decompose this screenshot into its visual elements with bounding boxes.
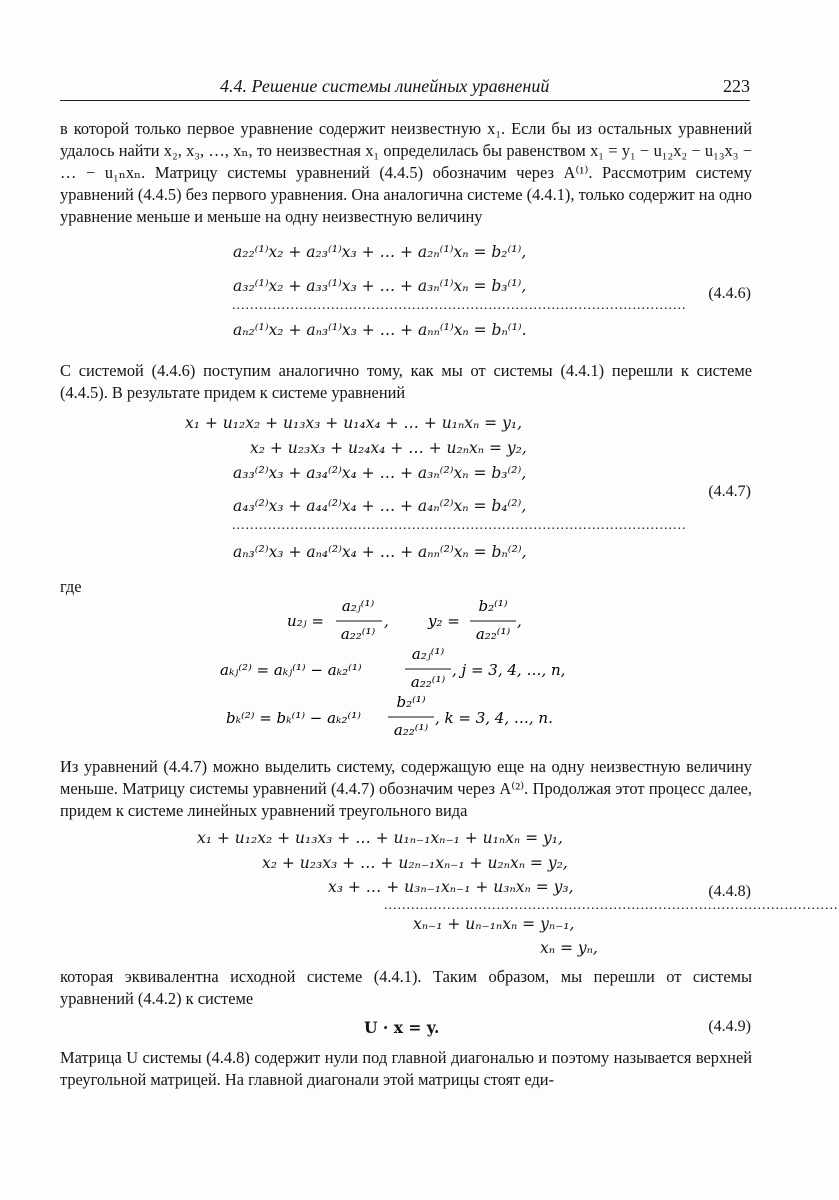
- u2j-end: ,: [384, 612, 389, 630]
- eq448-line-3: x₃ + … + u₃ₙ₋₁xₙ₋₁ + u₃ₙxₙ = y₃,: [328, 878, 574, 896]
- u2j-denominator: a₂₂⁽¹⁾: [340, 625, 376, 643]
- definitions-formulas: [0, 588, 827, 748]
- bk-denominator: a₂₂⁽¹⁾: [393, 721, 429, 739]
- eq448-line-4: xₙ₋₁ + uₙ₋₁ₙxₙ = yₙ₋₁,: [413, 915, 575, 933]
- eq447-line-5: aₙ₃⁽²⁾x₃ + aₙ₄⁽²⁾x₄ + … + aₙₙ⁽²⁾xₙ = bₙ⁽²⁾,: [233, 543, 527, 561]
- eq448-number: (4.4.8): [708, 883, 751, 900]
- eq448-line-1: x₁ + u₁₂x₂ + u₁₃x₃ + … + u₁ₙ₋₁xₙ₋₁ + u₁ₙxₙ = y₁,: [197, 829, 563, 847]
- eq446-line-1: a₂₂⁽¹⁾x₂ + a₂₃⁽¹⁾x₃ + … + a₂ₙ⁽¹⁾xₙ = b₂⁽¹⁾,: [233, 243, 527, 261]
- bk-numerator: b₂⁽¹⁾: [396, 693, 426, 711]
- y2-end: ,: [517, 612, 522, 630]
- eq447-line-4: a₄₃⁽²⁾x₃ + a₄₄⁽²⁾x₄ + … + a₄ₙ⁽²⁾xₙ = b₄⁽²⁾,: [233, 497, 527, 515]
- paragraph-4: которая эквивалентна исходной системе (4.4.1). Таким образом, мы перешли от системы уравнений (4.4.2) к системе: [60, 967, 752, 1008]
- y2-denominator: a₂₂⁽¹⁾: [475, 625, 511, 643]
- eq449-number: (4.4.9): [708, 1018, 751, 1035]
- eq446-line-2: a₃₂⁽¹⁾x₂ + a₃₃⁽¹⁾x₃ + … + a₃ₙ⁽¹⁾xₙ = b₃⁽¹⁾,: [233, 277, 527, 295]
- eq447-line-3: a₃₃⁽²⁾x₃ + a₃₄⁽²⁾x₄ + … + a₃ₙ⁽²⁾xₙ = b₃⁽²⁾,: [233, 464, 527, 482]
- akj-end: , j = 3, 4, …, n,: [452, 661, 566, 679]
- akj-lhs: aₖⱼ⁽²⁾ = aₖⱼ⁽¹⁾ − aₖ₂⁽¹⁾: [220, 661, 362, 679]
- eq446-line-3: aₙ₂⁽¹⁾x₂ + aₙ₃⁽¹⁾x₃ + … + aₙₙ⁽¹⁾xₙ = bₙ⁽¹⁾.: [233, 321, 527, 339]
- eq446-number: (4.4.6): [708, 285, 751, 302]
- eq447-ellipsis-row: .....................................................................................................: [232, 518, 687, 533]
- akj-numerator: a₂ⱼ⁽¹⁾: [411, 645, 445, 663]
- akj-denominator: a₂₂⁽¹⁾: [410, 673, 446, 691]
- running-title: 4.4. Решение системы линейных уравнений: [220, 76, 550, 96]
- page-number: 223: [723, 76, 750, 96]
- y2-lhs: y₂ =: [428, 612, 460, 630]
- paragraph-5: Матрица U системы (4.4.8) содержит нули под главной диагональю и поэтому называется верхней треугольной матрицей. На главной диагонали этой матрицы стоят еди-: [60, 1048, 752, 1089]
- u2j-numerator: a₂ⱼ⁽¹⁾: [341, 597, 375, 615]
- eq448-line-2: x₂ + u₂₃x₃ + … + u₂ₙ₋₁xₙ₋₁ + u₂ₙxₙ = y₂,: [262, 854, 568, 872]
- eq446-ellipsis-row: .....................................................................................................: [232, 298, 687, 313]
- eq447-line-1: x₁ + u₁₂x₂ + u₁₃x₃ + u₁₄x₄ + … + u₁ₙxₙ = y₁,: [185, 414, 522, 432]
- bk-end: , k = 3, 4, …, n.: [435, 709, 553, 727]
- eq449-formula: U · x = y.: [364, 1018, 440, 1037]
- eq447-number: (4.4.7): [708, 483, 751, 500]
- bk-lhs: bₖ⁽²⁾ = bₖ⁽¹⁾ − aₖ₂⁽¹⁾: [226, 709, 361, 727]
- y2-numerator: b₂⁽¹⁾: [478, 597, 508, 615]
- running-header: [60, 76, 750, 101]
- paragraph-1: в которой только первое уравнение содержит неизвестную x₁. Если бы из остальных уравнений удалось найти x₂, x₃, …, xₙ, то неизвестная x₁ определилась бы равенством x₁ = y₁ − u₁₂x₂ − u₁₃x₃ − … − u₁ₙxₙ. Матрицу системы уравнений (4.4.5) обозначим через A⁽¹⁾. Рассмотрим систему уравнений (4.4.5) без первого уравнения. Она аналогична системе (4.4.1), только содержит на одно уравнение меньше и меньше на одну неизвестную величину: [60, 119, 752, 226]
- eq447-line-2: x₂ + u₂₃x₃ + u₂₄x₄ + … + u₂ₙxₙ = y₂,: [250, 439, 527, 457]
- where-word: где: [60, 577, 82, 596]
- paragraph-2: С системой (4.4.6) поступим аналогично тому, как мы от системы (4.4.1) перешли к системе (4.4.5). В результате придем к системе уравнений: [60, 361, 752, 402]
- paragraph-3: Из уравнений (4.4.7) можно выделить систему, содержащую еще на одну неизвестную величину меньше. Матрицу системы уравнений (4.4.7) обозначим через A⁽²⁾. Продолжая этот процесс далее, придем к системе линейных уравнений треугольного вида: [60, 757, 752, 820]
- eq448-ellipsis-row: .....................................................................................................: [384, 898, 839, 913]
- u2j-lhs: u₂ⱼ =: [287, 612, 324, 630]
- eq448-line-5: xₙ = yₙ,: [540, 939, 598, 957]
